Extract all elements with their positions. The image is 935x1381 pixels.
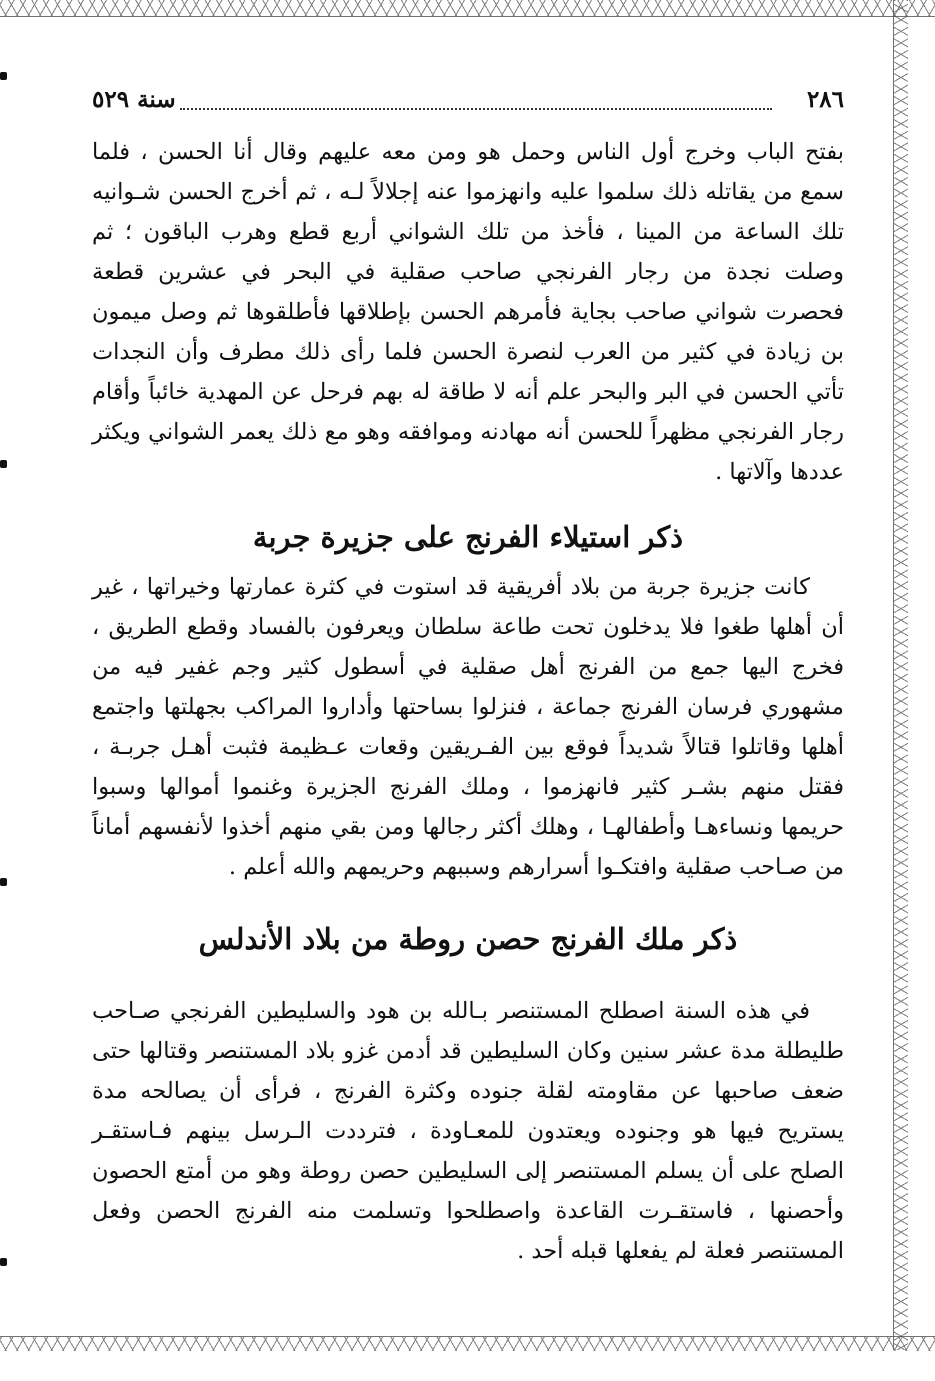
margin-mark	[0, 460, 7, 468]
page-header	[92, 86, 844, 120]
header-dotted-leader	[180, 108, 772, 110]
section-heading-rota: ذكر ملك الفرنج حصن روطة من بلاد الأندلس	[198, 922, 738, 956]
jerba-paragraph: كانت جزيرة جربة من بلاد أفريقية قد استوت في كثرة عمارتها وخيراتها ، غير أن أهلها طغوا فلا يدخلون تحت طاعة سلطان ويعرفون بالفساد وقطع الطريق ، فخرج اليها جمع من الفرنج أهل صقلية في أسطول كثير وجم غفير فيه من مشهوري فرسان الفرنج جماعة ، فنزلوا بساحتها وأداروا المراكب بجهلتها واجتمع أهلها وقاتلوا قتالاً شديداً فوقع بين الفـريقين وقعات عـظيمة فثبت أهـل جربـة ، فقتل منهم بشـر كثير فانهزموا ، وملك الفرنج الجزيرة وغنموا أموالها وسبوا حريمها ونساءهـا وأطفالهـا ، وهلك أكثر رجالها ومن بقي منهم أخذوا لأنفسهم أماناً من صـاحب صقلية وافتكـوا أسرارهم وسببهم وحريمهم والله أعلم .	[92, 574, 844, 880]
top-ornamental-border	[0, 0, 935, 17]
header-year: سنة ٥٢٩	[92, 86, 176, 113]
rota-paragraph: في هذه السنة اصطلح المستنصر بـالله بن هود والسليطين الفرنجي صـاحب طليطلة مدة عشر سنين وكان السليطين قد أدمن غزو بلاد المستنصر وقتالها حتى ضعف صاحبها عن مقاومته لقلة جنوده وكثرة الفرنج ، فرأى أن يصالحه مدة يستريح فيها هو وجنوده ويعتدون للمعـاودة ، فترددت الـرسل بينهم فـاستقـر الصلح على أن يسلم المستنصر إلى السليطين حصن روطة وهو من أمتع الحصون وأحصنها ، فاستقـرت القاعدة واصطلحوا وتسلمت منه الفرنج الحصن وفعل المستنصر فعلة لم يفعلها قبله أحد .	[92, 998, 844, 1264]
intro-paragraph: بفتح الباب وخرج أول الناس وحمل هو ومن معه عليهم وقال أنا الحسن ، فلما سمع من يقاتله ذلك سلموا عليه وانهزموا عنه إجلالاً لـه ، ثم أخرج الحسن شـوانيه تلك الساعة من المينا ، فأخذ من تلك الشواني أربع قطع وهرب الباقون ؛ ثم وصلت نجدة من رجار الفرنجي صاحب صقلية في البحر في عشرين قطعة فحصرت شواني صاحب بجاية فأمرهم الحسن بإطلاقها فأطلقوها ثم وصل ميمون بن زيادة في كثير من العرب لنصرة الحسن فلما رأى ذلك مطرف وأن النجدات تأتي الحسن في البر والبحر علم أنه لا طاقة له بهم فرحل عن المهدية خائباً وأقام رجار الفرنجي مظهراً للحسن أنه مهادنه وموافقه وهو مع ذلك يعمر الشواني ويكثر عددها وآلاتها .	[92, 139, 844, 485]
bottom-ornamental-border	[0, 1336, 935, 1351]
section-heading-jerba: ذكر استيلاء الفرنج على جزيرة جربة	[252, 520, 684, 554]
page-number: ٢٨٦	[806, 86, 844, 113]
margin-mark	[0, 878, 7, 886]
page-body	[92, 132, 844, 1271]
right-ornamental-border	[893, 0, 908, 1350]
margin-mark	[0, 72, 7, 80]
margin-mark	[0, 1258, 7, 1266]
